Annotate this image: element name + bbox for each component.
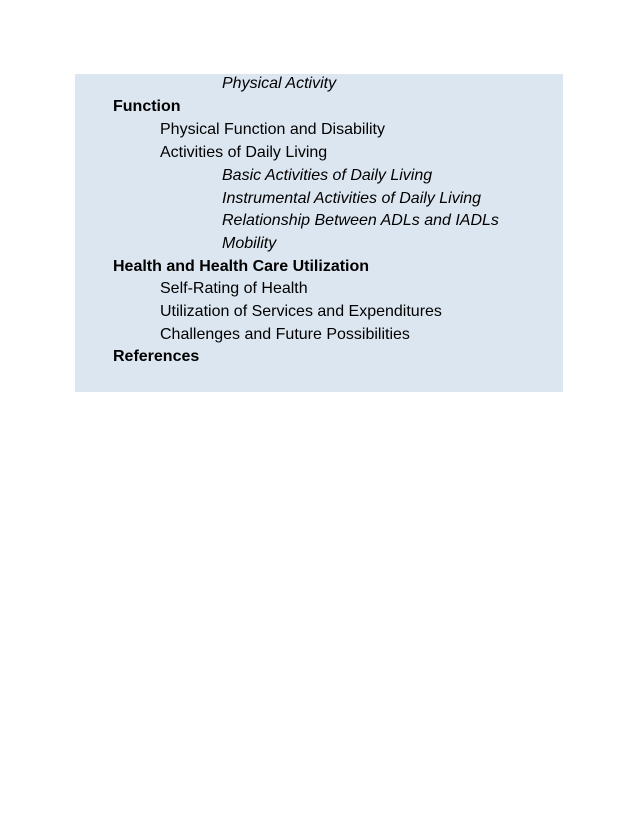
toc-entry-activities-daily-living: Activities of Daily Living (160, 144, 328, 161)
toc-entry-physical-function: Physical Function and Disability (160, 121, 385, 138)
toc-entry-physical-activity: Physical Activity (222, 75, 337, 92)
toc-entry-self-rating: Self-Rating of Health (160, 280, 308, 297)
toc-entry-mobility: Mobility (222, 235, 277, 252)
toc-heading-function: Function (113, 98, 181, 115)
table-of-contents (75, 74, 563, 392)
toc-heading-references: References (113, 348, 200, 365)
toc-heading-health-care: Health and Health Care Utilization (113, 258, 370, 275)
toc-entry-utilization: Utilization of Services and Expenditures (160, 303, 442, 320)
toc-entry-relationship-adl-iadl: Relationship Between ADLs and IADLs (222, 212, 499, 229)
toc-entry-challenges: Challenges and Future Possibilities (160, 326, 410, 343)
toc-entry-instrumental-adl: Instrumental Activities of Daily Living (222, 190, 482, 207)
toc-entry-basic-adl: Basic Activities of Daily Living (222, 167, 433, 184)
